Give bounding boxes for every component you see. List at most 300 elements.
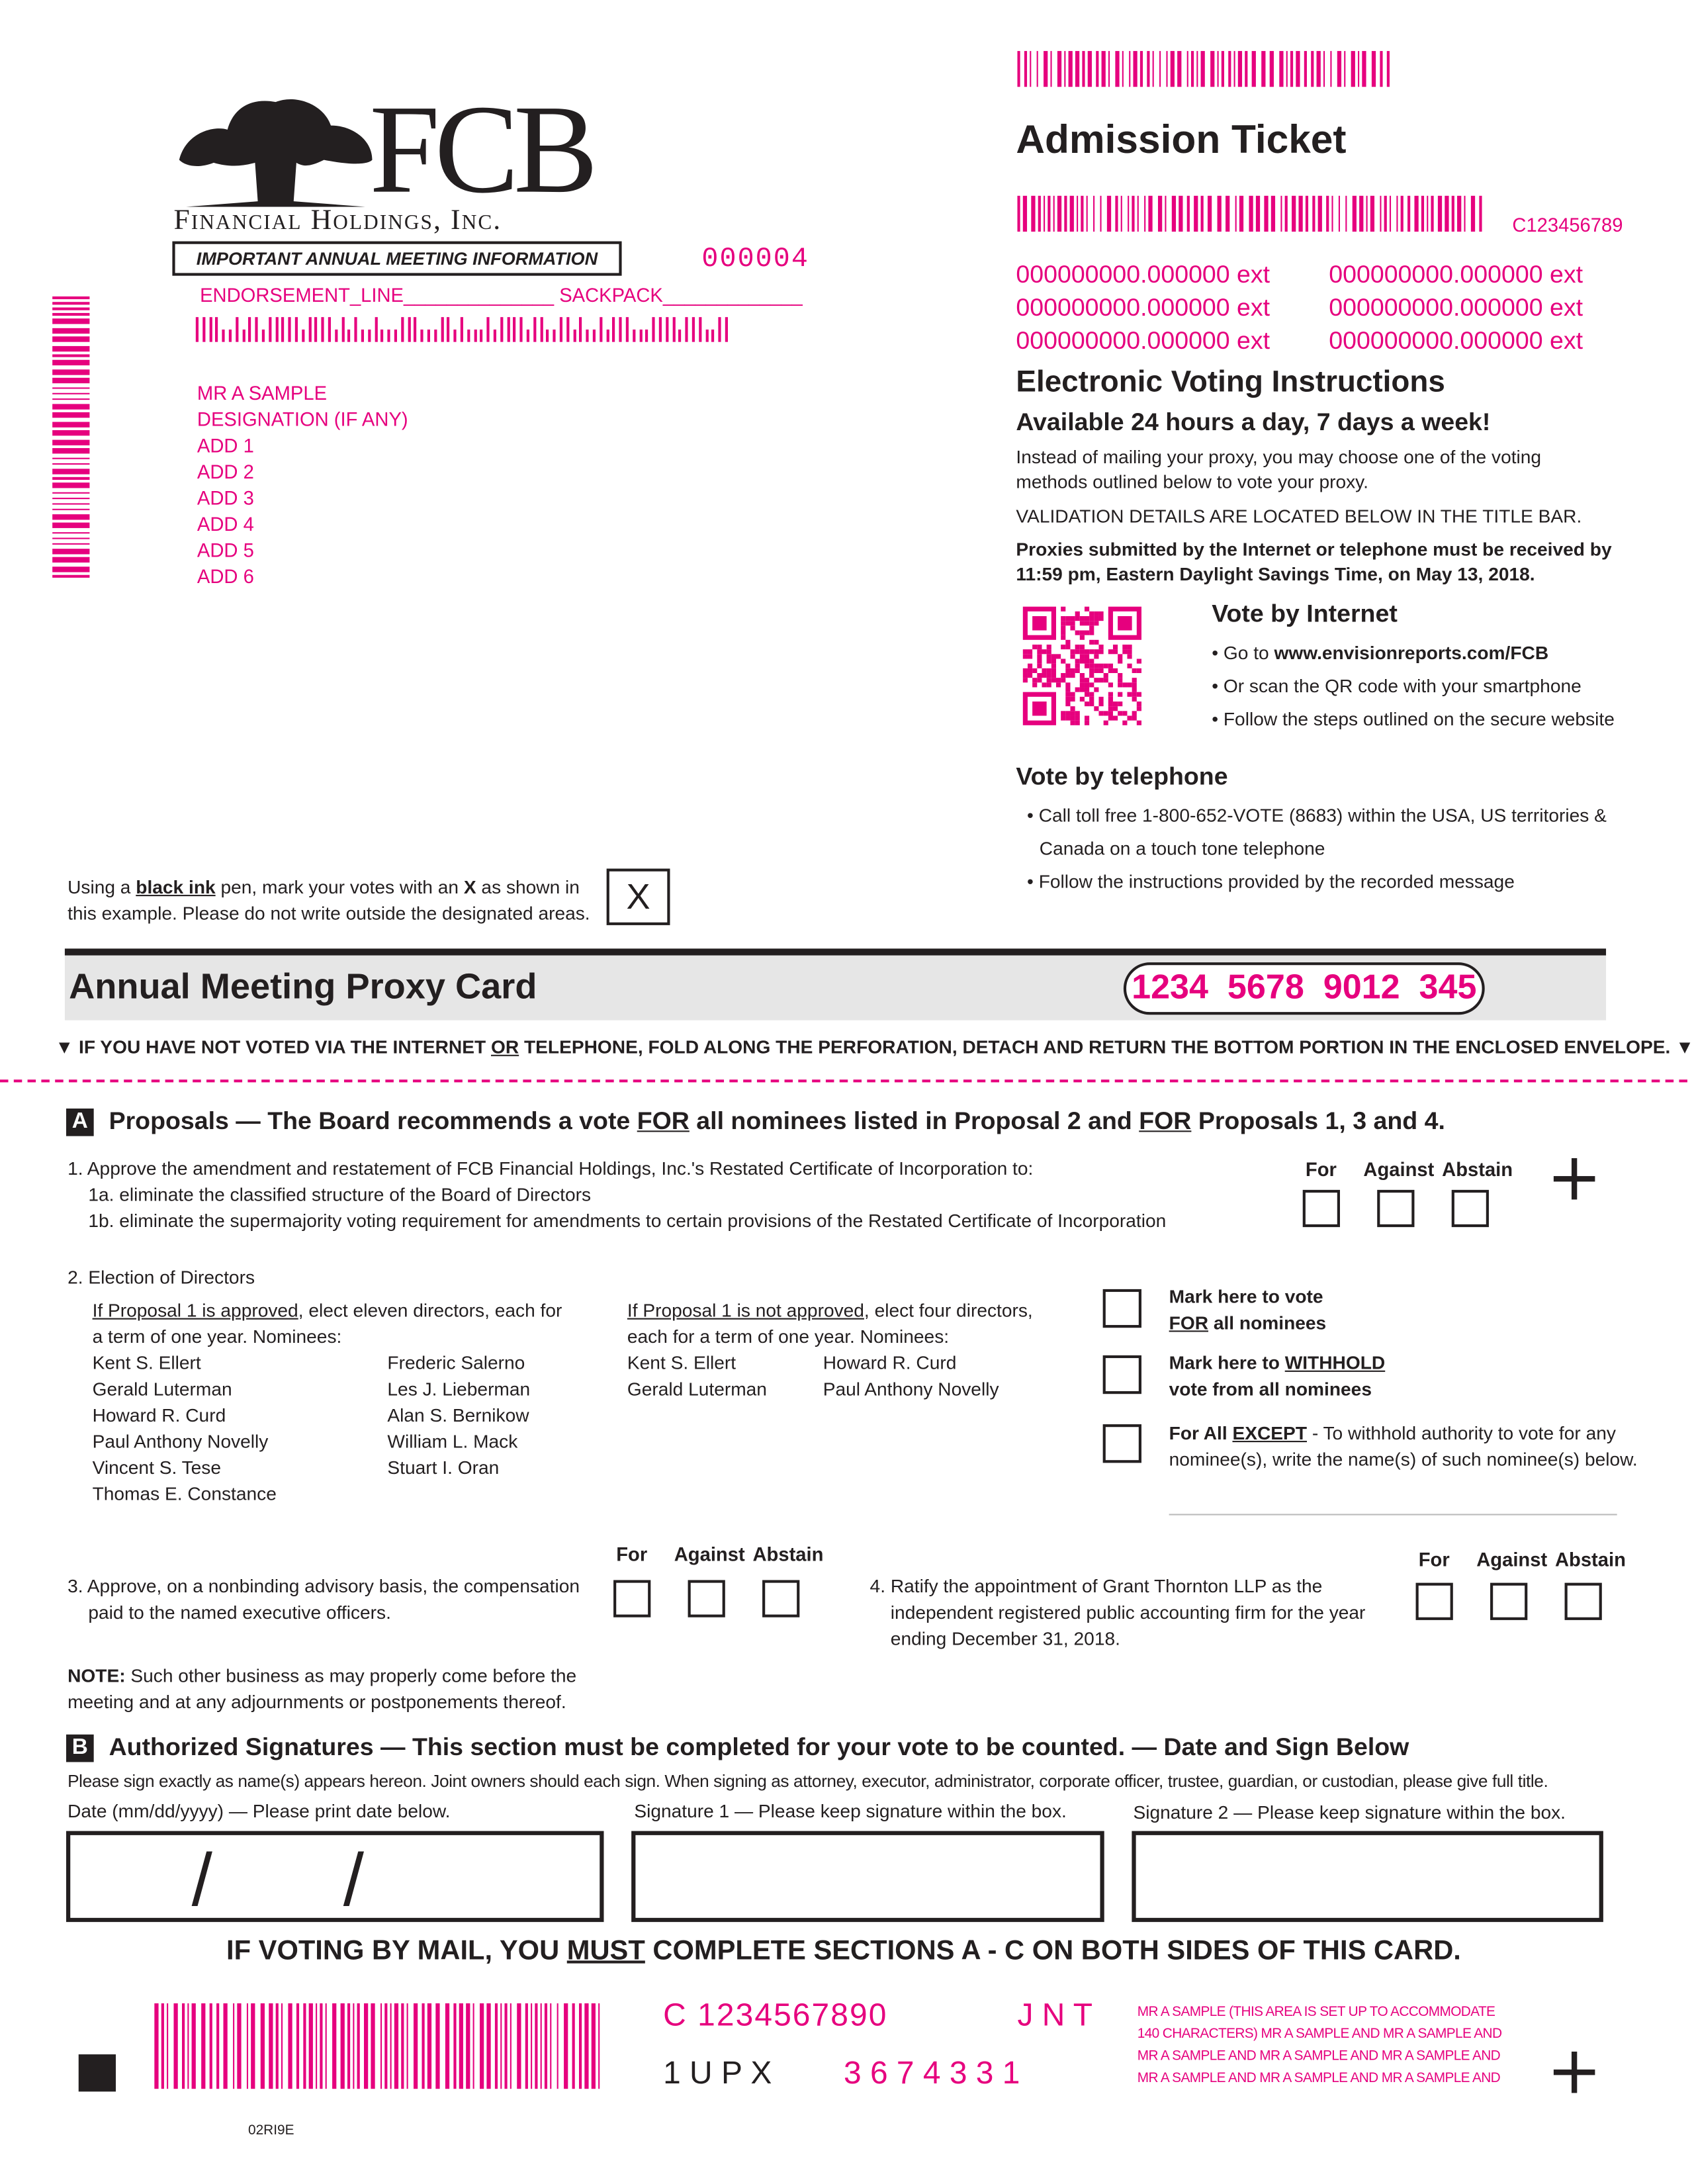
qr-module: [1089, 702, 1094, 706]
barcode-bar: [1036, 51, 1038, 87]
internet-steps: [1212, 637, 1615, 736]
postnet-bar: [474, 330, 476, 342]
address-line: ADD 2: [197, 460, 254, 483]
qr-module: [1051, 664, 1056, 668]
barcode-bar: [1087, 51, 1091, 87]
qr-module: [1085, 715, 1089, 720]
signature-2-field[interactable]: [1132, 1831, 1603, 1922]
postnet-bar: [222, 330, 225, 342]
ext-line: 000000000.000000 ext: [1016, 326, 1270, 355]
qr-module: [1122, 721, 1127, 725]
barcode-bar: [1101, 51, 1105, 87]
barcode-bar: [1057, 196, 1061, 232]
barcode-bar: [1115, 196, 1117, 232]
vertical-barcode: [52, 296, 89, 579]
option-text: all nominees: [1208, 1312, 1327, 1334]
qr-module: [1028, 654, 1032, 659]
for-all-except-checkbox[interactable]: [1103, 1424, 1141, 1463]
down-triangle-icon: ▼: [55, 1036, 79, 1058]
address-line: MR A SAMPLE: [197, 382, 328, 404]
qr-module: [1065, 645, 1070, 649]
barcode-bar: [504, 2003, 506, 2089]
barcode-bar: [445, 2003, 449, 2089]
barcode-bar: [251, 2003, 255, 2089]
barcode-bar: [52, 345, 89, 351]
barcode-bar: [1108, 51, 1110, 87]
barcode-bar: [52, 360, 89, 365]
qr-module: [1065, 692, 1070, 697]
p3-abstain-checkbox[interactable]: [762, 1580, 799, 1617]
qr-module: [1075, 649, 1080, 654]
qr-module: [1108, 649, 1113, 654]
perforation-line: [0, 1079, 1687, 1082]
barcode-bar: [287, 2003, 291, 2089]
qr-module: [1042, 673, 1046, 678]
postnet-bar: [282, 317, 285, 341]
barcode-bar: [422, 2003, 424, 2089]
qr-module: [1075, 630, 1080, 635]
qr-module: [1075, 616, 1080, 621]
qr-module: [1137, 692, 1141, 697]
postnet-bar: [196, 317, 199, 341]
control-number: 3 6 7 4 3 3 1: [843, 2054, 1020, 2091]
postnet-bar: [368, 330, 371, 342]
barcode-bar: [52, 492, 89, 494]
qr-module: [1065, 702, 1070, 706]
qr-finder: [1032, 616, 1046, 630]
barcode-bar: [1326, 196, 1328, 232]
p2-not-approved-block: [627, 1297, 1033, 1349]
postnet-bar: [613, 317, 615, 341]
barcode-bar: [413, 2003, 417, 2089]
qr-module: [1051, 678, 1056, 682]
postnet-bar: [513, 317, 516, 341]
postnet-bar: [553, 330, 556, 342]
qr-module: [1037, 664, 1042, 668]
meeting-info-banner: [172, 242, 621, 276]
nominees-col-4: [823, 1350, 999, 1402]
qr-module: [1127, 664, 1132, 668]
barcode-bar: [1133, 51, 1137, 87]
deadline-line: 11:59 pm, Eastern Daylight Savings Time, on May 13, 2018.: [1016, 564, 1535, 585]
barcode-bar: [530, 2003, 532, 2089]
barcode-bar: [52, 482, 89, 488]
nominee: Thomas E. Constance: [92, 1483, 277, 1504]
qr-module: [1065, 621, 1070, 625]
barcode-bar: [384, 2003, 386, 2089]
barcode-bar: [1137, 196, 1139, 232]
logo-company: Financial Holdings, Inc.: [173, 203, 502, 236]
qr-module: [1065, 616, 1070, 621]
option-text: Mark here to: [1169, 1352, 1285, 1373]
title-for: FOR: [1139, 1107, 1192, 1135]
ext-line: 000000000.000000 ext: [1329, 326, 1583, 355]
barcode-bar: [1196, 51, 1198, 87]
barcode-bar: [52, 354, 89, 356]
qr-module: [1089, 664, 1094, 668]
barcode-bar: [1194, 196, 1198, 232]
qr-module: [1070, 673, 1075, 678]
title-text: all nominees listed in Proposal 2 and: [689, 1107, 1139, 1135]
qr-module: [1065, 711, 1070, 715]
barcode-bar: [1323, 51, 1325, 87]
barcode-bar: [1312, 196, 1314, 232]
barcode-bar: [1148, 196, 1152, 232]
postnet-bar: [255, 317, 258, 341]
barcode-bar: [341, 2003, 345, 2089]
qr-module: [1089, 697, 1094, 702]
qr-module: [1065, 664, 1070, 668]
section-b-title: Authorized Signatures — This section must be completed for your vote to be counted. — Date and Sign Below: [109, 1733, 1409, 1761]
barcode-bar: [52, 575, 89, 577]
qr-module: [1047, 673, 1051, 678]
postnet-bar: [566, 317, 569, 341]
barcode-bar: [1239, 196, 1243, 232]
postnet-bar: [209, 317, 212, 341]
barcode-bar: [1298, 196, 1302, 232]
p3-against-checkbox[interactable]: [688, 1580, 725, 1617]
postnet-bar: [394, 330, 397, 342]
postnet-bar: [322, 317, 324, 341]
qr-module: [1047, 678, 1051, 682]
postnet-bar: [600, 317, 602, 341]
nominee: Vincent S. Tese: [92, 1457, 222, 1479]
proposal-3: [67, 1573, 580, 1625]
p4-for-checkbox[interactable]: [1416, 1583, 1453, 1620]
qr-module: [1113, 668, 1118, 673]
barcode-bar: [52, 392, 89, 394]
ink-text: as shown in: [476, 876, 580, 898]
postnet-bar: [355, 317, 357, 341]
nominee: Frederic Salerno: [387, 1352, 525, 1373]
barcode-bar: [1456, 196, 1460, 232]
vote-for-all-label: [1169, 1284, 1327, 1336]
qr-module: [1132, 711, 1137, 715]
postnet-bar: [494, 330, 496, 342]
barcode-bar: [1217, 51, 1219, 87]
qr-module: [1094, 687, 1098, 692]
proposal-1-text: 1. Approve the amendment and restatement of FCB Financial Holdings, Inc.'s Restated Certificate of Incorporation to:: [67, 1158, 1034, 1179]
qr-module: [1118, 659, 1122, 663]
barcode-bar: [1017, 196, 1019, 232]
example-x: X: [626, 875, 650, 917]
qr-module: [1137, 702, 1141, 706]
qr-module: [1137, 706, 1141, 711]
option-withhold: WITHHOLD: [1284, 1352, 1386, 1373]
qr-module: [1080, 630, 1085, 635]
postnet-bar: [295, 317, 298, 341]
barcode-bar: [1043, 51, 1047, 87]
postnet-bar: [705, 330, 708, 342]
qr-module: [1056, 682, 1061, 687]
qr-module: [1061, 715, 1065, 720]
barcode-bar: [1331, 196, 1333, 232]
barcode-bar: [1278, 51, 1282, 87]
p4-against-header: Against: [1476, 1548, 1548, 1570]
postnet-bar: [712, 330, 715, 342]
postnet-bar: [348, 330, 351, 342]
barcode-bar: [237, 2003, 241, 2089]
qr-module: [1042, 649, 1046, 654]
phone-step: • Follow the instructions provided by the recorded message: [1027, 871, 1515, 892]
postnet-bar: [593, 330, 596, 342]
postnet-bar: [408, 317, 410, 341]
barcode-bar: [1261, 51, 1265, 87]
barcode-bar: [52, 421, 89, 426]
barcode-bar: [598, 2003, 600, 2089]
barcode-bar: [1057, 51, 1061, 87]
qr-module: [1132, 678, 1137, 682]
barcode-bar: [320, 2003, 322, 2089]
barcode-bar: [52, 502, 89, 504]
barcode-bar: [52, 439, 89, 445]
notice-text: IF VOTING BY MAIL, YOU: [226, 1935, 567, 1966]
internet-url-link[interactable]: www.envisionreports.com/FCB: [1274, 642, 1549, 664]
name-line: MR A SAMPLE (THIS AREA IS SET UP TO ACCOMMODATE: [1137, 2005, 1495, 2021]
qr-module: [1056, 678, 1061, 682]
postnet-bar: [619, 317, 622, 341]
postnet-bar: [520, 317, 523, 341]
notice-must: MUST: [566, 1935, 645, 1966]
intro-line: methods outlined below to vote your proxy.: [1016, 471, 1369, 492]
postnet-bar: [699, 317, 701, 341]
barcode-bar: [352, 2003, 354, 2089]
barcode-bar: [1064, 196, 1066, 232]
barcode-bar: [166, 2003, 168, 2089]
qr-module: [1132, 697, 1137, 702]
qr-module: [1098, 616, 1103, 621]
signature-1-field[interactable]: [631, 1831, 1104, 1922]
nominee: Stuart I. Oran: [387, 1457, 500, 1479]
barcode-bar: [465, 2003, 469, 2089]
condition-line2: a term of one year. Nominees:: [92, 1326, 342, 1347]
endorsement-line: ENDORSEMENT_LINE______________ SACKPACK_____________: [200, 284, 803, 306]
barcode-bar: [1351, 51, 1355, 87]
p3-for-checkbox[interactable]: [613, 1580, 650, 1617]
note-label: NOTE:: [67, 1665, 126, 1686]
qr-module: [1108, 682, 1113, 687]
document-code: 02RI9E: [247, 2123, 294, 2139]
barcode-bar: [1053, 196, 1055, 232]
fold-text: IF YOU HAVE NOT VOTED VIA THE INTERNET: [79, 1036, 491, 1058]
proposal-3-text: 3. Approve, on a nonbinding advisory basis, the compensation: [67, 1576, 580, 1597]
barcode-bar: [154, 2003, 158, 2089]
qr-module: [1085, 621, 1089, 625]
postnet-bar: [586, 330, 589, 342]
barcode-bar: [1222, 51, 1224, 87]
p3-against-header: Against: [674, 1543, 745, 1565]
barcode-bar: [1128, 51, 1130, 87]
postnet-bar: [447, 317, 450, 341]
qr-module: [1094, 649, 1098, 654]
qr-module: [1137, 721, 1141, 725]
qr-module: [1127, 654, 1132, 659]
qr-module: [1080, 616, 1085, 621]
qr-module: [1047, 659, 1051, 663]
admission-ticket-title: Admission Ticket: [1016, 118, 1347, 163]
barcode-bar: [52, 318, 89, 324]
barcode-bar: [394, 2003, 398, 2089]
barcode-bar: [1431, 196, 1433, 232]
barcode-bar: [1292, 196, 1296, 232]
option-except: EXCEPT: [1232, 1422, 1308, 1444]
barcode-bar: [1165, 51, 1167, 87]
barcode-bar: [1359, 196, 1362, 232]
postnet-bar: [236, 317, 238, 341]
nominee: Kent S. Ellert: [92, 1352, 201, 1373]
barcode-bar: [1271, 196, 1275, 232]
postnet-bar: [626, 317, 629, 341]
qr-module: [1047, 668, 1051, 673]
p4-against-checkbox[interactable]: [1490, 1583, 1527, 1620]
barcode-bar: [1316, 51, 1320, 87]
p1-against-header: Against: [1363, 1158, 1435, 1181]
qr-module: [1108, 706, 1113, 711]
barcode-bar: [52, 543, 89, 545]
option-for: FOR: [1169, 1312, 1209, 1334]
postnet-bar: [500, 317, 503, 341]
postnet-bar: [540, 317, 543, 341]
signature-instructions: Please sign exactly as name(s) appears hereon. Joint owners should each sign. When signing as attorney, executor, administrator, corporate officer, trustee, guardian, or custodian, please give full title.: [67, 1772, 1548, 1792]
postnet-bar: [719, 317, 721, 341]
barcode-bar: [1178, 196, 1182, 232]
qr-module: [1032, 678, 1037, 682]
barcode-bar: [1384, 196, 1386, 232]
barcode-bar: [325, 2003, 327, 2089]
proposal-4: [870, 1573, 1366, 1652]
signature-1-label: Signature 1 — Please keep signature within the box.: [634, 1800, 1067, 1822]
date-field[interactable]: [66, 1831, 603, 1922]
barcode-bar: [1329, 51, 1331, 87]
postnet-bar: [315, 317, 318, 341]
qr-module: [1070, 668, 1075, 673]
vote-for-all-checkbox[interactable]: [1103, 1289, 1141, 1328]
p1-abstain-checkbox[interactable]: [1452, 1190, 1489, 1227]
ext-line: 000000000.000000 ext: [1016, 293, 1270, 322]
qr-module: [1085, 678, 1089, 682]
p1-against-checkbox[interactable]: [1377, 1190, 1414, 1227]
barcode-bar: [1280, 196, 1282, 232]
qr-module: [1108, 702, 1113, 706]
address-line: ADD 1: [197, 434, 254, 457]
except-nominee-write-line[interactable]: [1169, 1514, 1617, 1515]
postnet-bar: [606, 330, 609, 342]
barcode-bar: [52, 448, 89, 453]
intro-line: Instead of mailing your proxy, you may choose one of the voting: [1016, 446, 1542, 468]
postnet-bar: [507, 317, 510, 341]
qr-module: [1075, 715, 1080, 720]
ext-line: 000000000.000000 ext: [1016, 260, 1270, 289]
qr-module: [1118, 702, 1122, 706]
option-text: - To withhold authority to vote for any: [1307, 1422, 1616, 1444]
qr-module: [1137, 659, 1141, 663]
barcode-bar: [1038, 196, 1040, 232]
form-code: 1 U P X: [663, 2054, 772, 2091]
qr-module: [1028, 673, 1032, 678]
barcode-bar: [52, 412, 89, 418]
postnet-bar: [375, 317, 377, 341]
qr-module: [1113, 649, 1118, 654]
barcode-bar: [1407, 196, 1409, 232]
postnet-bar: [639, 330, 642, 342]
qr-module: [1089, 625, 1094, 630]
barcode-bar: [52, 537, 89, 539]
barcode-bar: [1171, 196, 1175, 232]
note-text: meeting and at any adjournments or postponements thereof.: [67, 1692, 566, 1713]
postnet-bar: [427, 330, 430, 342]
postnet-bar: [421, 330, 424, 342]
qr-module: [1023, 649, 1028, 654]
barcode-bar: [1069, 196, 1073, 232]
barcode-bar: [1069, 51, 1073, 87]
postnet-bar: [533, 317, 536, 341]
qr-module: [1094, 654, 1098, 659]
qr-module: [1089, 682, 1094, 687]
banner-text: IMPORTANT ANNUAL MEETING INFORMATION: [196, 248, 598, 269]
postnet-bar: [666, 317, 668, 341]
barcode-bar: [1463, 196, 1465, 232]
qr-module: [1065, 668, 1070, 673]
barcode-bar: [545, 2003, 547, 2089]
barcode-bar: [1470, 196, 1474, 232]
qr-module: [1061, 630, 1065, 635]
withhold-all-checkbox[interactable]: [1103, 1355, 1141, 1394]
p1-for-checkbox[interactable]: [1303, 1190, 1340, 1227]
postnet-bar: [229, 330, 232, 342]
qr-module: [1132, 668, 1137, 673]
qr-module: [1075, 721, 1080, 725]
barcode-bar: [1290, 51, 1292, 87]
barcode-bar: [1099, 196, 1101, 232]
barcode-bar: [52, 457, 89, 459]
postnet-bar: [573, 330, 576, 342]
qr-module: [1080, 649, 1085, 654]
qr-module: [1080, 678, 1085, 682]
qr-module: [1108, 697, 1113, 702]
postnet-bar: [328, 317, 331, 341]
barcode-bar: [1352, 196, 1356, 232]
internet-step: • Or scan the QR code with your smartphone: [1212, 675, 1582, 697]
barcode-bar: [572, 2003, 574, 2089]
barcode-bar: [1228, 51, 1230, 87]
barcode-bar: [591, 2003, 595, 2089]
postnet-barcode: [196, 317, 731, 341]
title-text: Proposals — The Board recommends a vote: [109, 1107, 637, 1135]
barcode-bar: [52, 508, 89, 510]
barcode-bar: [1396, 196, 1398, 232]
qr-module: [1118, 711, 1122, 715]
sequence-number: 000004: [701, 244, 809, 276]
p3-for-header: For: [616, 1543, 648, 1565]
postnet-bar: [249, 317, 251, 341]
p4-abstain-checkbox[interactable]: [1565, 1583, 1602, 1620]
qr-module: [1108, 715, 1113, 720]
barcode-bar: [1380, 51, 1382, 87]
barcode-bar: [52, 463, 89, 465]
qr-module: [1075, 612, 1080, 616]
barcode-bar: [210, 2003, 212, 2089]
barcode-bar: [1452, 196, 1454, 232]
barcode-bar: [1143, 196, 1145, 232]
qr-module: [1051, 673, 1056, 678]
qr-module: [1094, 616, 1098, 621]
name-line: MR A SAMPLE AND MR A SAMPLE AND MR A SAMPLE AND: [1137, 2048, 1501, 2064]
barcode-bar: [1233, 51, 1235, 87]
qr-module: [1042, 682, 1046, 687]
option-text: vote from all nominees: [1169, 1379, 1372, 1400]
qr-module: [1070, 625, 1075, 630]
registration-plus-icon: [1554, 1158, 1595, 1199]
